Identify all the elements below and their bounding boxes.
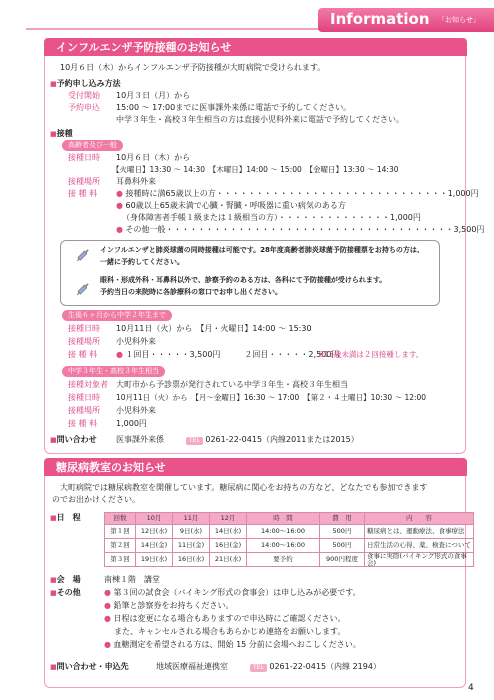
notice-2b: 予約当日の来院時に各診療科の窓口でお申し出ください。 <box>100 288 282 296</box>
diabetes-contact-dept: 地域医療福祉連携室 <box>156 662 228 671</box>
schedule-heading: ■日 程 <box>50 513 81 522</box>
teen-place-label: 接種場所 <box>68 406 100 415</box>
elder-fee-1: ● 接種時に満65歳以上の方・・・・・・・・・・・・・・・・・・・・・・・・・・・・・1,000円 <box>116 189 479 198</box>
tel-badge: TEL <box>186 437 203 445</box>
other-2: ● 鉛筆と診察券をお持ちください。 <box>104 601 234 610</box>
col-header: 10月 <box>136 513 173 525</box>
elder-tag: 高齢者及び一般 <box>62 140 123 151</box>
child-place-label: 接種場所 <box>68 337 100 346</box>
notice-1b: 一緒に予約してください。 <box>100 258 184 266</box>
col-header: 費 用 <box>320 513 365 525</box>
table-cell: 16日(水) <box>173 553 210 567</box>
elder-place-label: 接種場所 <box>68 177 100 186</box>
header-rule <box>26 28 320 30</box>
schedule-table <box>104 512 474 567</box>
elder-fee-2b: （身体障害者手帳１級または１級相当の方）・・・・・・・・・・・・・・1,000円 <box>122 213 421 222</box>
table-cell: 16日(金) <box>210 539 247 553</box>
child-tag: 生後６ヶ月から中学２年生まで <box>62 310 172 321</box>
reserve-note: 中学３年生・高校３年生相当の方は直接小児科外来に電話で予約してください。 <box>116 115 404 124</box>
col-header: 11月 <box>173 513 210 525</box>
reserve-method: 15:00 ～ 17:00までに医事課外来係に電話で予約してください。 <box>116 103 352 112</box>
reserve-start-label: 受付開始 <box>68 91 100 100</box>
table-row <box>105 553 474 567</box>
table-cell: 食事に実際(バイキング形式の食事会) <box>365 553 474 567</box>
other-3: ● 日程は変更になる場合もありますので申込時にご確認ください。 <box>104 614 346 623</box>
col-header: 時 間 <box>247 513 320 525</box>
other-4: ● 血糖測定を希望される方は、開始 15 分前に会場へおこしください。 <box>104 640 361 649</box>
table-cell: 日常生活の心得、薬、検査について <box>365 539 474 553</box>
teen-place: 小児科外来 <box>116 406 156 415</box>
teen-date-label: 接種日時 <box>68 393 100 402</box>
other-1: ● 第３回の試食会（バイキング形式の食事会）は申し込みが必要です。 <box>104 588 361 597</box>
diabetes-intro-1: 大町病院では糖尿病教室を開催しています。糖尿病に関心をお持ちの方など、どなたでも参加できます <box>60 483 428 492</box>
other-heading: ■その他 <box>50 588 81 597</box>
table-cell: 14:00～16:00 <box>247 525 320 539</box>
table-cell: 500円 <box>320 525 365 539</box>
table-cell: 第１回 <box>105 525 136 539</box>
tel-badge: TEL <box>250 664 267 672</box>
table-cell: 第３回 <box>105 553 136 567</box>
notice-2: 眼科・形成外科・耳鼻科以外で、診察予約のある方は、各科にて予防接種が受けられます。 <box>100 276 387 284</box>
header-subtitle: 「お知らせ」 <box>438 16 480 24</box>
diabetes-title: 糖尿病教室のお知らせ <box>56 461 166 474</box>
teen-date: 10月11日（火）から 【月～金曜日】16:30 ～ 17:00 【第２・４土曜日】10:30 ～ 12:00 <box>116 393 427 402</box>
table-cell: 11日(金) <box>173 539 210 553</box>
elder-times: 【火曜日】13:30 ～ 14:30 【木曜日】14:00 ～ 15:00 【金曜日】13:30 ～ 14:30 <box>112 165 399 174</box>
venue: 南棟１階 講堂 <box>104 575 160 584</box>
teen-fee: 1,000円 <box>116 419 147 428</box>
child-date: 10月11日（火）から 【月・火曜日】14:00 ～ 15:30 <box>116 324 312 333</box>
child-date-label: 接種日時 <box>68 324 100 333</box>
diabetes-section <box>44 458 466 688</box>
flu-title: インフルエンザ予防接種のお知らせ <box>56 41 232 54</box>
table-cell: 500円 <box>320 539 365 553</box>
table-cell: 14:00～16:00 <box>247 539 320 553</box>
syringe-icon <box>74 280 92 298</box>
child-place: 小児科外来 <box>116 337 156 346</box>
table-cell: 14日(金) <box>136 539 173 553</box>
teen-fee-label: 接 種 料 <box>68 419 98 428</box>
table-row <box>105 525 474 539</box>
col-header: 12月 <box>210 513 247 525</box>
syringe-icon <box>74 246 92 264</box>
table-cell: 9日(水) <box>173 525 210 539</box>
flu-contact-tel: TEL 0261-22-0415（内線2011または2015） <box>186 436 359 445</box>
table-cell: 第２回 <box>105 539 136 553</box>
diabetes-contact-heading: ■問い合わせ・申込先 <box>50 662 129 671</box>
reserve-start: 10月３日（月）から <box>116 91 191 100</box>
elder-fee-label: 接 種 料 <box>68 189 98 198</box>
teen-target-label: 接種対象者 <box>68 380 108 389</box>
elder-date: 10月６日（木）から <box>116 153 191 162</box>
table-cell: 要予約 <box>247 553 320 567</box>
elder-place: 耳鼻科外来 <box>116 177 156 186</box>
elder-fee-2: ● 60歳以上65歳未満で心臓・腎臓・呼吸器に重い病気のある方 <box>116 201 346 210</box>
other-3b: また、キャンセルされる場合もあらかじめ連絡をお願いします。 <box>114 627 346 636</box>
teen-target: 大町市から予診票が発行されている中学３年生・高校３年生相当 <box>116 380 348 389</box>
flu-contact-heading: ■問い合わせ <box>50 435 97 444</box>
venue-heading: ■会 場 <box>50 575 81 584</box>
child-fee-label: 接 種 料 <box>68 350 98 359</box>
teen-tag: 中学３年生・高校３年生相当 <box>62 366 165 377</box>
page-number: 4 <box>468 683 474 693</box>
col-header: 内 容 <box>365 513 474 525</box>
table-cell: 12日(水) <box>136 525 173 539</box>
flu-contact-dept: 医事課外来係 <box>116 435 164 444</box>
child-fee-note: ※13歳未満は２回接種します。 <box>318 350 424 359</box>
elder-fee-3: ● その他一般・・・・・・・・・・・・・・・・・・・・・・・・・・・・・・・・・・・・3,500円 <box>116 225 485 234</box>
table-cell: 21日(水) <box>210 553 247 567</box>
table-row <box>105 539 474 553</box>
reserve-heading: ■予約申し込み方法 <box>50 79 121 88</box>
table-cell: 糖尿病とは、運動療法、食事療法 <box>365 525 474 539</box>
page-header <box>0 0 494 34</box>
table-header-row <box>105 513 474 525</box>
header-title: Information <box>330 10 430 28</box>
table-cell: 14日(水) <box>210 525 247 539</box>
diabetes-intro-2: のでお出かけください。 <box>52 495 140 504</box>
vacc-heading: ■接種 <box>50 129 73 138</box>
table-cell: 900円程度 <box>320 553 365 567</box>
child-fee: ● １回目・・・・・3,500円 ２回目・・・・・2,500円 <box>116 350 340 359</box>
elder-date-label: 接種日時 <box>68 153 100 162</box>
reserve-method-label: 予約申込 <box>68 103 100 112</box>
col-header: 回数 <box>105 513 136 525</box>
table-cell: 19日(水) <box>136 553 173 567</box>
flu-intro: 10月６日（木）からインフルエンザ予防接種が大町病院で受けられます。 <box>60 63 326 72</box>
notice-1: インフルエンザと肺炎球菌の同時接種は可能です。28年度高齢者肺炎球菌予防接種票をお持ちの方は、 <box>100 246 424 254</box>
diabetes-contact-tel: TEL 0261-22-0415（内線 2194） <box>250 663 381 672</box>
